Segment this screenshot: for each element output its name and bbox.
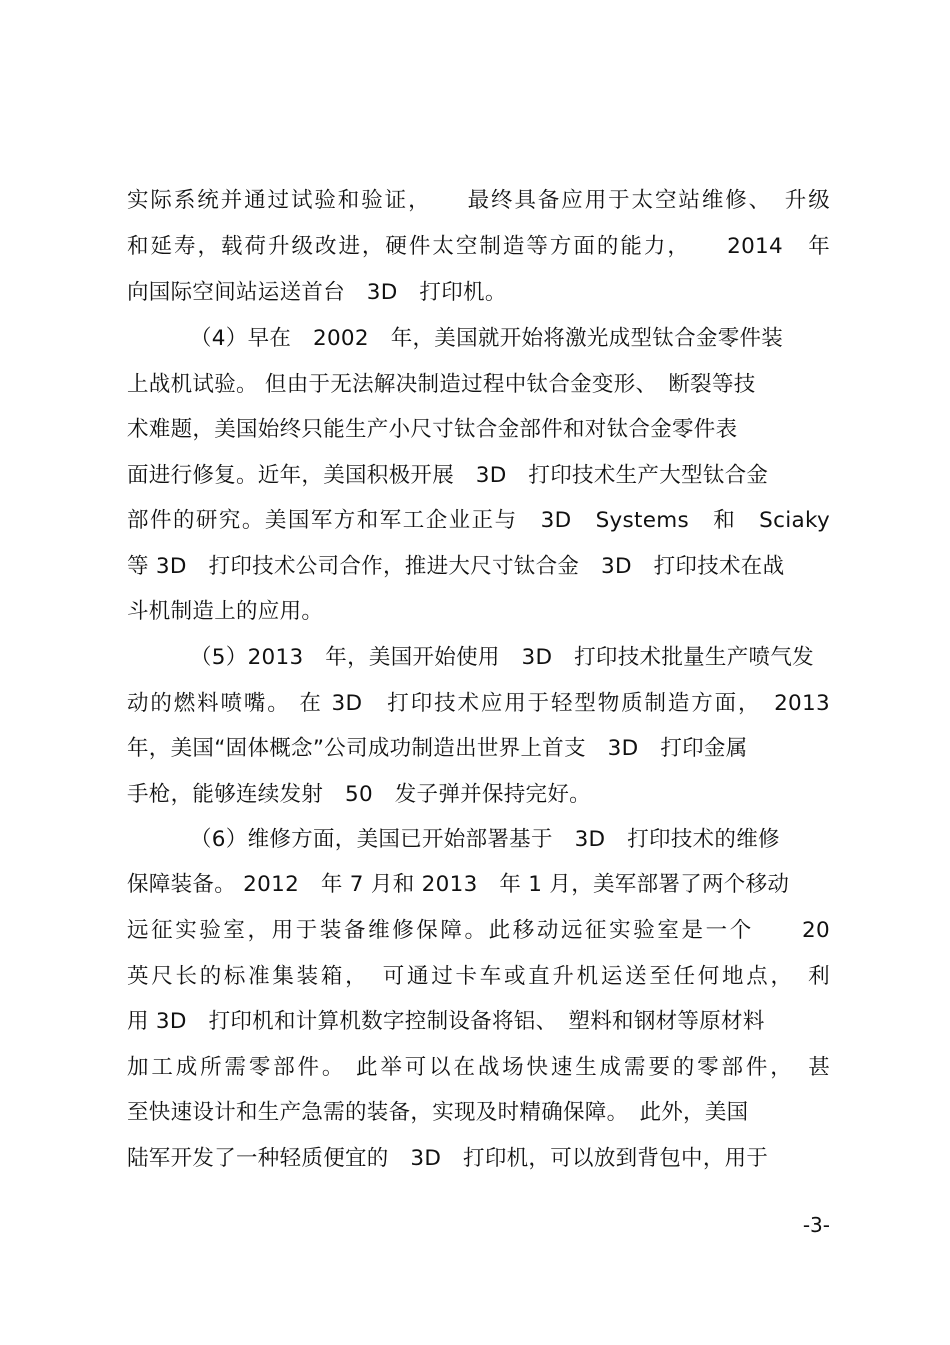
text-line-12: 动的燃料喷嘴。 在 3D 打印技术应用于轻型物质制造方面， 2013 xyxy=(127,691,830,716)
text-line-10: 斗机制造上的应用。 xyxy=(127,599,324,624)
text-line-4: （4）早在 2002 年，美国就开始将激光成型钛合金零件装 xyxy=(190,326,784,351)
text-line-6: 术难题，美国始终只能生产小尺寸钛合金部件和对钛合金零件表 xyxy=(127,417,738,442)
text-line-17: 远征实验室，用于装备维修保障。此移动远征实验室是一个 20 xyxy=(127,918,830,943)
text-line-5: 上战机试验。 但由于无法解决制造过程中钛合金变形、 断裂等技 xyxy=(127,372,756,397)
text-line-19: 用 3D 打印机和计算机数字控制设备将铝、 塑料和钢材等原材料 xyxy=(127,1009,765,1034)
text-line-16: 保障装备。 2012 年 7 月和 2013 年 1 月，美军部署了两个移动 xyxy=(127,872,790,897)
text-line-13: 年，美国“固体概念”公司成功制造出世界上首支 3D 打印金属 xyxy=(127,736,748,761)
text-line-21: 至快速设计和生产急需的装备，实现及时精确保障。 此外，美国 xyxy=(127,1100,749,1125)
text-line-22: 陆军开发了一种轻质便宜的 3D 打印机，可以放到背包中，用于 xyxy=(127,1146,769,1171)
text-line-11: （5）2013 年，美国开始使用 3D 打印技术批量生产喷气发 xyxy=(190,645,814,670)
text-line-8: 部件的研究。美国军方和军工企业正与 3D Systems 和 Sciaky xyxy=(127,508,830,533)
text-line-14: 手枪，能够连续发射 50 发子弹并保持完好。 xyxy=(127,782,591,807)
text-line-15: （6）维修方面，美国已开始部署基于 3D 打印技术的维修 xyxy=(190,827,780,852)
text-line-9: 等 3D 打印技术公司合作，推进大尺寸钛合金 3D 打印技术在战 xyxy=(127,554,785,579)
text-line-2: 和延寿，载荷升级改进，硬件太空制造等方面的能力， 2014 年 xyxy=(127,234,830,259)
text-line-7: 面进行修复。近年，美国积极开展 3D 打印技术生产大型钛合金 xyxy=(127,463,769,488)
page-number: -3- xyxy=(802,1213,830,1237)
text-line-1: 实际系统并通过试验和验证， 最终具备应用于太空站维修、 升级 xyxy=(127,188,830,213)
text-line-18: 英尺长的标准集装箱， 可通过卡车或直升机运送至任何地点， 利 xyxy=(127,964,830,989)
text-line-20: 加工成所需零部件。 此举可以在战场快速生成需要的零部件， 甚 xyxy=(127,1055,830,1080)
text-line-3: 向国际空间站运送首台 3D 打印机。 xyxy=(127,280,507,305)
